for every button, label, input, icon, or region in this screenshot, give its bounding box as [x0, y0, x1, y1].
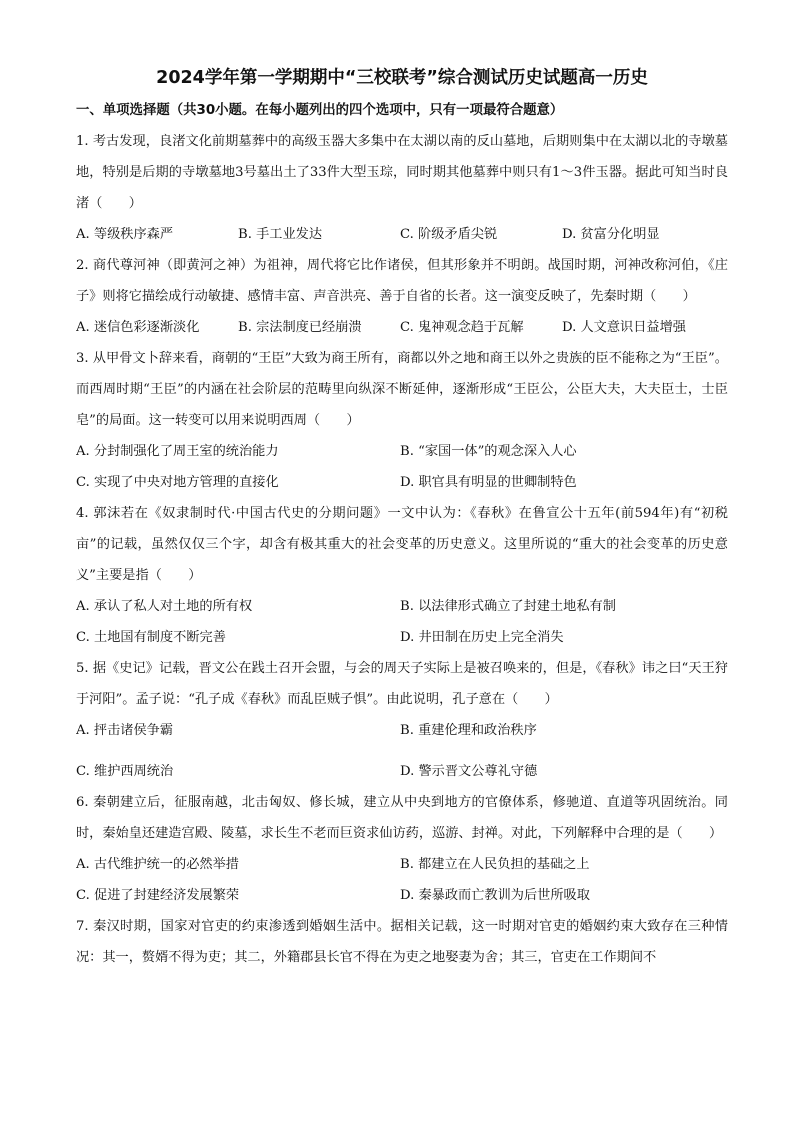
option-a: A. 承认了私人对土地的所有权: [76, 599, 253, 614]
option-a: A. 分封制强化了周王室的统治能力: [76, 444, 279, 459]
option-b: B. 手工业发达: [238, 227, 323, 242]
options-grid: [76, 591, 728, 653]
option-c: C. 阶级矛盾尖锐: [400, 227, 498, 242]
question-3: [76, 343, 728, 498]
option-d: D. 警示晋文公尊礼守德: [400, 764, 538, 779]
question-stem: 7. 秦汉时期，国家对官吏的约束渗透到婚姻生活中。据相关记载，这一时期对官吏的婚姻约束大致存在三种情况：其一，赘婿不得为吏；其二，外籍郡县长官不得在为吏之地娶妻为舍；其三，官吏在工作期间不: [76, 919, 728, 965]
question-stem: 4. 郭沫若在《奴隶制时代·中国古代史的分期问题》一文中认为：《春秋》在鲁宣公十五年(前594年)有“初税亩”的记载，虽然仅仅三个字，却含有极其重大的社会变革的历史意义。这里所说的“重大的社会变革的历史意义”主要是指（ ）: [76, 506, 728, 583]
question-1: [76, 126, 728, 250]
question-stem: 6. 秦朝建立后，征服南越，北击匈奴、修长城，建立从中央到地方的官僚体系，修驰道、直道等巩固统治。同时，秦始皇还建造宫殿、陵墓，求长生不老而巨资求仙访药，巡游、封禅。对此，下列解释中合理的是（ ）: [76, 795, 728, 841]
option-d: D. 秦暴政而亡教训为后世所吸取: [400, 888, 590, 903]
option-b: B. 以法律形式确立了封建土地私有制: [400, 599, 616, 614]
option-a: A. 等级秩序森严: [76, 227, 174, 242]
option-d: D. 井田制在历史上完全消失: [400, 630, 564, 645]
options-grid: [76, 849, 728, 911]
question-5: [76, 653, 728, 787]
option-d: D. 人文意识日益增强: [562, 320, 686, 335]
section-heading: 一、单项选择题（共30小题。在每小题列出的四个选项中，只有一项最符合题意）: [76, 103, 564, 118]
question-stem: 5. 据《史记》记载，晋文公在践土召开会盟，与会的周天子实际上是被召唤来的，但是，《春秋》讳之曰“天王狩于河阳”。孟子说：“孔子成《春秋》而乱臣贼子惧”。由此说明，孔子意在（ ）: [76, 661, 728, 707]
option-a: A. 迷信色彩逐渐淡化: [76, 320, 200, 335]
option-a: A. 古代维护统一的必然举措: [76, 857, 239, 872]
option-d: D. 贫富分化明显: [562, 227, 660, 242]
option-b: B. 都建立在人民负担的基础之上: [400, 857, 590, 872]
question-6: [76, 787, 728, 911]
question-7: [76, 911, 728, 973]
spacer: [76, 746, 728, 756]
option-b: B. 宗法制度已经崩溃: [238, 320, 362, 335]
option-c: C. 促进了封建经济发展繁荣: [76, 888, 240, 903]
option-c: C. 土地国有制度不断完善: [76, 630, 226, 645]
question-stem: 1. 考古发现，良渚文化前期墓葬中的高级玉器大多集中在太湖以南的反山墓地，后期则集中在太湖以北的寺墩墓地，特别是后期的寺墩墓地3号墓出土了33件大型玉琮，同时期其他墓葬中则只有1～3件玉器。据此可知当时良渚（ ）: [76, 134, 728, 211]
option-b: B. 重建伦理和政治秩序: [400, 723, 537, 738]
question-stem: 2. 商代尊河神（即黄河之神）为祖神，周代将它比作诸侯，但其形象并不明朗。战国时期，河神改称河伯，《庄子》则将它描绘成行动敏捷、感情丰富、声音洪亮、善于自省的长者。这一演变反映了，先秦时期（ ）: [76, 258, 728, 304]
option-c: C. 实现了中央对地方管理的直接化: [76, 475, 279, 490]
option-b: B. “家国一体”的观念深入人心: [400, 444, 577, 459]
options-row: [76, 219, 728, 250]
question-stem: 3. 从甲骨文卜辞来看，商朝的“王臣”大致为商王所有，商都以外之地和商王以外之贵族的臣不能称之为“王臣”。而西周时期“王臣”的内涵在社会阶层的范畴里向纵深不断延伸，逐渐形成“王臣公，公臣大夫，大夫臣士，士臣皂”的局面。这一转变可以用来说明西周（ ）: [76, 351, 728, 428]
options-grid: [76, 715, 728, 746]
options-grid: [76, 436, 728, 498]
options-grid: [76, 756, 728, 787]
option-c: C. 鬼神观念趋于瓦解: [400, 320, 524, 335]
option-a: A. 抨击诸侯争霸: [76, 723, 174, 738]
question-4: [76, 498, 728, 653]
option-d: D. 职官具有明显的世卿制特色: [400, 475, 577, 490]
question-2: [76, 250, 728, 343]
exam-title: 2024学年第一学期期中“三校联考”综合测试历史试题高一历史: [156, 68, 648, 88]
options-row: [76, 312, 728, 343]
option-c: C. 维护西周统治: [76, 764, 174, 779]
